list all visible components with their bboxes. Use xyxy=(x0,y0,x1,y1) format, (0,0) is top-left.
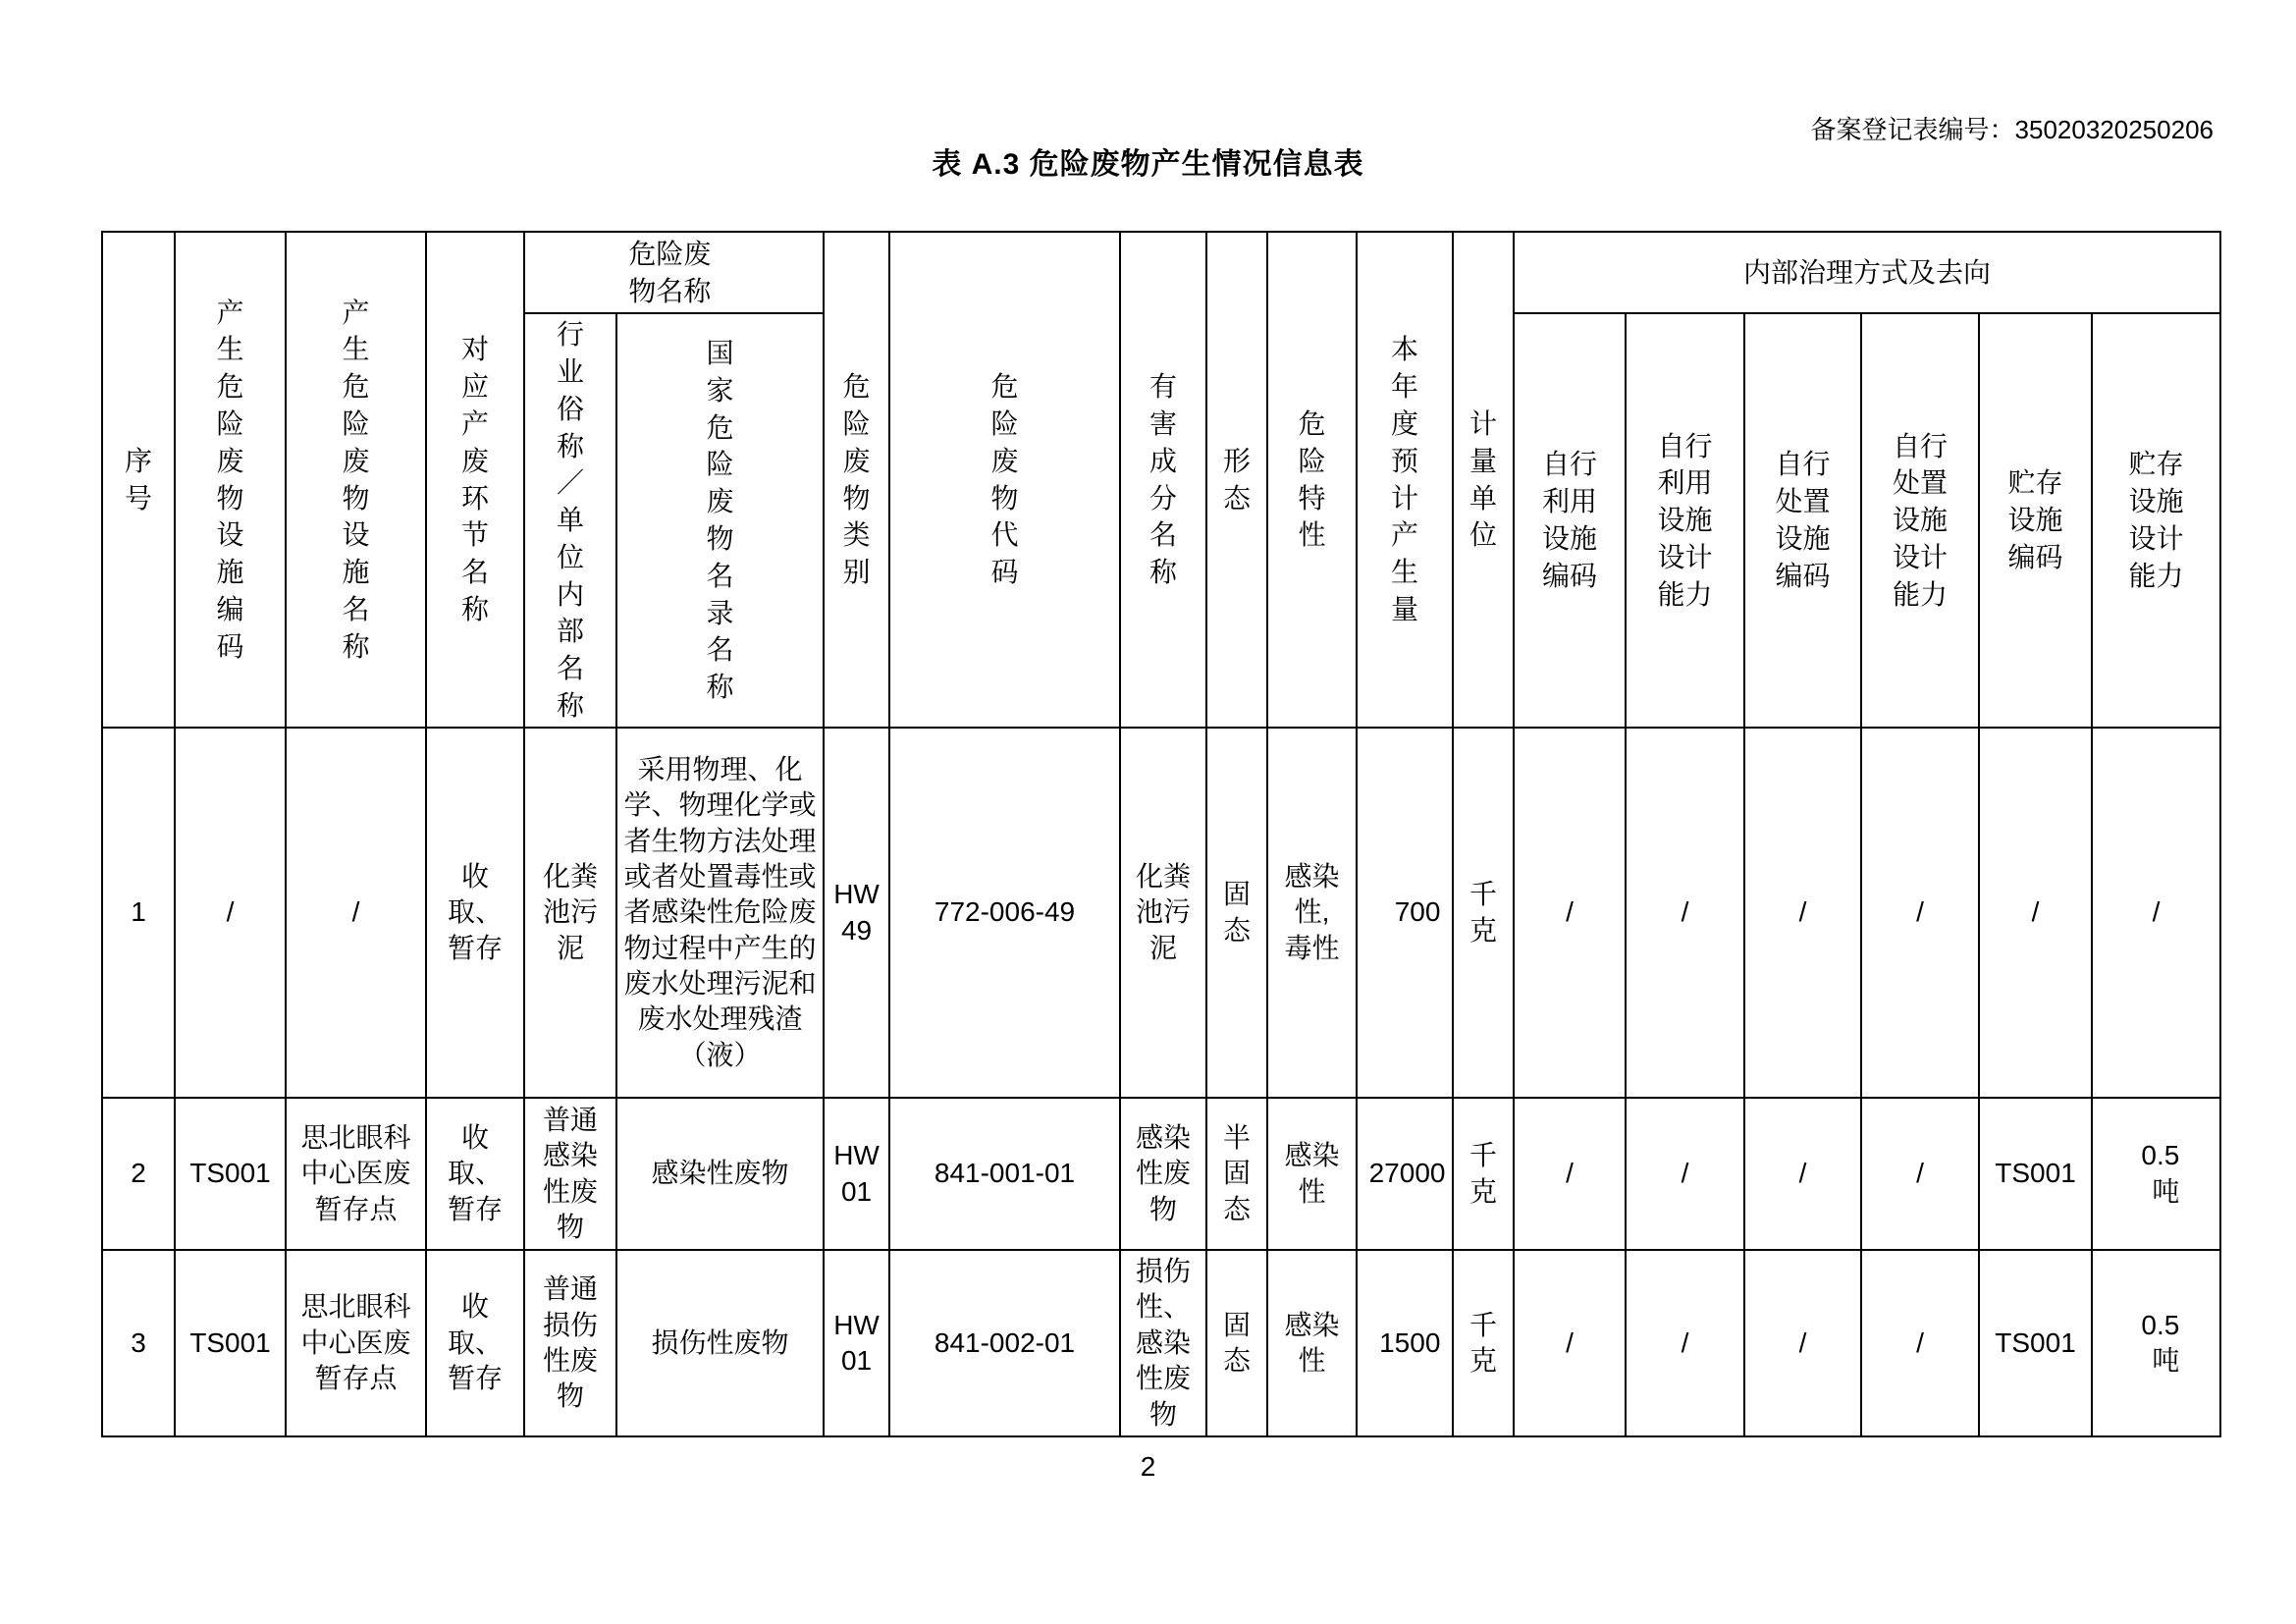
cell-self-disposal-code: / xyxy=(1744,1098,1861,1250)
cell-self-disposal-capacity: / xyxy=(1861,1098,1979,1250)
cell-annual-amount: 27000 xyxy=(1357,1098,1453,1250)
cell-storage-capacity: / xyxy=(2092,728,2220,1098)
group-header-internal-treatment: 内部治理方式及去向 xyxy=(1514,232,2220,313)
cell-process-name: 收取、暂存 xyxy=(426,1098,524,1250)
group-header-waste-name: 危险废物名称 xyxy=(524,232,824,313)
cell-self-disposal-code: / xyxy=(1744,728,1861,1098)
col-header-category: 危险废物类别 xyxy=(824,232,889,728)
col-header-form: 形态 xyxy=(1206,232,1267,728)
page-title: 表 A.3 危险废物产生情况信息表 xyxy=(932,148,1364,181)
header-group-row xyxy=(102,232,2220,313)
cell-category: HW 01 xyxy=(824,1250,889,1436)
col-header-harmful-component: 有害成分名称 xyxy=(1120,232,1206,728)
cell-common-name: 化粪池污泥 xyxy=(524,728,616,1098)
cell-facility-name: 思北眼科中心医废暂存点 xyxy=(286,1098,426,1250)
cell-facility-code: TS001 xyxy=(175,1250,286,1436)
registry-number: 备案登记表编号：35020320250206 xyxy=(1810,115,2214,144)
cell-storage-capacity: 0.5 吨 xyxy=(2092,1098,2220,1250)
cell-facility-code: TS001 xyxy=(175,1098,286,1250)
cell-self-use-capacity: / xyxy=(1626,1250,1744,1436)
cell-hazard-trait: 感染性 xyxy=(1267,1098,1357,1250)
cell-annual-amount: 700 xyxy=(1357,728,1453,1098)
col-header-storage-capacity: 贮存设施设计能力 xyxy=(2092,313,2220,728)
col-header-unit: 计量单位 xyxy=(1453,232,1514,728)
cell-form: 半固态 xyxy=(1206,1098,1267,1250)
cell-self-use-capacity: / xyxy=(1626,1098,1744,1250)
cell-facility-name: 思北眼科中心医废暂存点 xyxy=(286,1250,426,1436)
cell-storage-code: / xyxy=(1979,728,2092,1098)
cell-self-disposal-code: / xyxy=(1744,1250,1861,1436)
page-number: 2 xyxy=(1140,1451,1156,1482)
col-header-facility-name: 产生危险废物设施名称 xyxy=(286,232,426,728)
cell-storage-capacity: 0.5 吨 xyxy=(2092,1250,2220,1436)
col-header-self-use-capacity: 自行利用设施设计能力 xyxy=(1626,313,1744,728)
cell-seq: 3 xyxy=(102,1250,175,1436)
cell-catalog-name: 感染性废物 xyxy=(616,1098,824,1250)
cell-hazard-trait: 感染性 xyxy=(1267,1250,1357,1436)
cell-seq: 2 xyxy=(102,1098,175,1250)
cell-self-disposal-capacity: / xyxy=(1861,728,1979,1098)
col-header-hazard-trait: 危险特性 xyxy=(1267,232,1357,728)
cell-harmful-component: 感染性废物 xyxy=(1120,1098,1206,1250)
cell-self-disposal-capacity: / xyxy=(1861,1250,1979,1436)
table-row xyxy=(102,728,2220,1098)
cell-harmful-component: 化粪池污泥 xyxy=(1120,728,1206,1098)
cell-form: 固态 xyxy=(1206,1250,1267,1436)
cell-self-use-code: / xyxy=(1514,1250,1626,1436)
col-header-self-use-code: 自行利用设施编码 xyxy=(1514,313,1626,728)
cell-annual-amount: 1500 xyxy=(1357,1250,1453,1436)
col-header-catalog-name: 国家危险废物名录名称 xyxy=(616,313,824,728)
col-header-annual-amount: 本年度预计产生量 xyxy=(1357,232,1453,728)
cell-code: 841-001-01 xyxy=(889,1098,1120,1250)
cell-catalog-name: 采用物理、化学、物理化学或者生物方法处理或者处置毒性或者感染性危险废物过程中产生的废水处理污泥和废水处理残渣（液） xyxy=(616,728,824,1098)
cell-category: HW 49 xyxy=(824,728,889,1098)
table-row xyxy=(102,1098,2220,1250)
cell-catalog-name: 损伤性废物 xyxy=(616,1250,824,1436)
cell-process-name: 收取、暂存 xyxy=(426,728,524,1098)
cell-storage-code: TS001 xyxy=(1979,1250,2092,1436)
cell-unit: 千克 xyxy=(1453,1250,1514,1436)
cell-unit: 千克 xyxy=(1453,1098,1514,1250)
cell-code: 772-006-49 xyxy=(889,728,1120,1098)
cell-self-use-code: / xyxy=(1514,728,1626,1098)
cell-self-use-capacity: / xyxy=(1626,728,1744,1098)
table-row xyxy=(102,1250,2220,1436)
col-header-storage-code: 贮存设施编码 xyxy=(1979,313,2092,728)
cell-code: 841-002-01 xyxy=(889,1250,1120,1436)
col-header-facility-code: 产生危险废物设施编码 xyxy=(175,232,286,728)
cell-form: 固态 xyxy=(1206,728,1267,1098)
col-header-self-disposal-capacity: 自行处置设施设计能力 xyxy=(1861,313,1979,728)
cell-seq: 1 xyxy=(102,728,175,1098)
cell-storage-code: TS001 xyxy=(1979,1098,2092,1250)
col-header-process-name: 对应产废环节名称 xyxy=(426,232,524,728)
cell-facility-name: / xyxy=(286,728,426,1098)
col-header-common-name: 行业俗称／单位内部名称 xyxy=(524,313,616,728)
col-header-code: 危险废物代码 xyxy=(889,232,1120,728)
col-header-seq: 序号 xyxy=(102,232,175,728)
cell-process-name: 收取、暂存 xyxy=(426,1250,524,1436)
cell-harmful-component: 损伤性、感染性废物 xyxy=(1120,1250,1206,1436)
cell-category: HW 01 xyxy=(824,1098,889,1250)
col-header-self-disposal-code: 自行处置设施编码 xyxy=(1744,313,1861,728)
cell-common-name: 普通感染性废物 xyxy=(524,1098,616,1250)
waste-table xyxy=(101,231,2221,1437)
cell-unit: 千克 xyxy=(1453,728,1514,1098)
cell-facility-code: / xyxy=(175,728,286,1098)
cell-common-name: 普通损伤性废物 xyxy=(524,1250,616,1436)
cell-self-use-code: / xyxy=(1514,1098,1626,1250)
cell-hazard-trait: 感染性,毒性 xyxy=(1267,728,1357,1098)
waste-table-container xyxy=(101,231,2221,1437)
